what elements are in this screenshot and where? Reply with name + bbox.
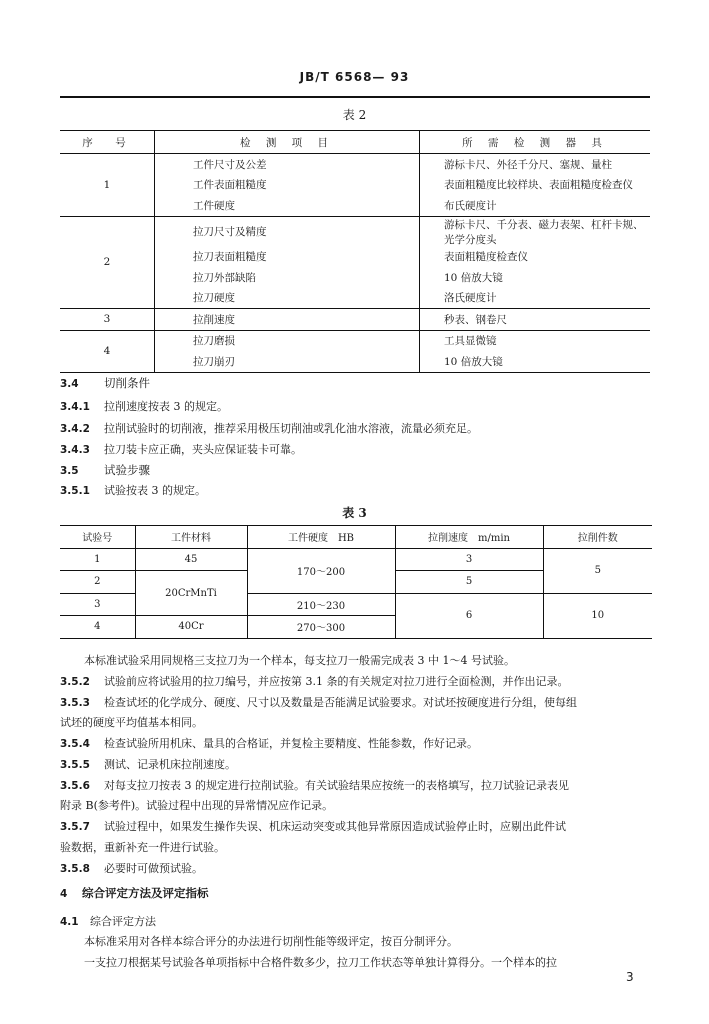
table2-item: 拉刀磨损 bbox=[155, 330, 420, 351]
clause-number: 3.5.7 bbox=[60, 821, 90, 833]
clause-number: 3.4 bbox=[60, 378, 79, 390]
standard-code-header: JB/T 6568— 93 bbox=[299, 70, 410, 84]
clause-3-5-7 bbox=[60, 818, 652, 834]
clause-text: 拉刀装卡应正确，夹头应保证装卡可靠。 bbox=[104, 443, 302, 456]
table3-test-no: 4 bbox=[60, 616, 135, 639]
table3-speed: 5 bbox=[395, 571, 543, 594]
table2-tools: 游标卡尺、外径千分尺、塞规、量柱 bbox=[444, 158, 612, 171]
table3-count: 5 bbox=[543, 548, 652, 593]
table2-tools: 表面粗糙度比较样块、表面粗糙度检查仪 bbox=[444, 179, 633, 192]
table2-item: 工件硬度 bbox=[155, 195, 420, 216]
clause-3-5-3-continued: 试坯的硬度平均值基本相同。 bbox=[60, 716, 203, 729]
clause-3-5-4 bbox=[60, 735, 652, 751]
clause-number: 3.5.2 bbox=[60, 676, 90, 688]
table3-header-speed: 拉削速度 m/min bbox=[395, 526, 543, 549]
clause-3-5-3 bbox=[60, 694, 652, 710]
clause-number: 3.5.3 bbox=[60, 697, 90, 709]
table2-group-no: 3 bbox=[60, 309, 155, 331]
table2-header-item: 检 测 项 目 bbox=[155, 131, 420, 154]
clause-3-5-7-continued: 验数据，重新补充一件进行试验。 bbox=[60, 841, 225, 854]
table3 bbox=[60, 525, 652, 639]
table2-tools: 布氏硬度计 bbox=[444, 199, 497, 212]
page-number: 3 bbox=[626, 970, 634, 984]
table2 bbox=[60, 130, 650, 373]
clause-3-5-5 bbox=[60, 756, 652, 772]
table3-header-hardness: 工件硬度 HB bbox=[247, 526, 395, 549]
section-title: 综合评定方法及评定指标 bbox=[82, 886, 209, 900]
table2-item: 拉刀外部缺陷 bbox=[155, 267, 420, 288]
table-row bbox=[60, 330, 650, 351]
table2-item: 拉削速度 bbox=[155, 309, 420, 331]
clause-number: 3.5.8 bbox=[60, 863, 90, 875]
clause-number: 4.1 bbox=[60, 916, 79, 928]
clause-text: 必要时可做预试验。 bbox=[104, 862, 203, 875]
clause-text: 检查试验所用机床、量具的合格证，并复检主要精度、性能参数，作好记录。 bbox=[104, 737, 478, 750]
clause-text: 拉削速度按表 3 的规定。 bbox=[104, 400, 228, 413]
table2-item: 拉刀表面粗糙度 bbox=[155, 247, 420, 268]
table3-hardness: 210～230 bbox=[247, 593, 395, 616]
clause-text: 试验前应将试验用的拉刀编号，并应按第 3.1 条的有关规定对拉刀进行全面检测，并作出记录。 bbox=[104, 675, 569, 688]
section-3-4-heading bbox=[60, 375, 652, 391]
clause-text: 检查试坯的化学成分、硬度、尺寸以及数量是否能满足试验要求。对试坯按硬度进行分组，使每组 bbox=[104, 696, 577, 709]
clause-title: 切削条件 bbox=[104, 376, 150, 390]
paragraph-sample-note: 本标准试验采用同规格三支拉刀为一个样本，每支拉刀一般需完成表 3 中 1～4 号试验。 bbox=[84, 654, 515, 667]
clause-text: 测试、记录机床拉削速度。 bbox=[104, 758, 236, 771]
table2-item: 拉刀崩刃 bbox=[155, 351, 420, 372]
section-3-5-heading bbox=[60, 462, 652, 478]
table-row bbox=[60, 309, 650, 331]
clause-3-5-2 bbox=[60, 673, 652, 689]
clause-text: 试验过程中，如果发生操作失误、机床运动突变或其他异常原因造成试验停止时，应剔出此件试 bbox=[104, 820, 566, 833]
table2-caption: 表 2 bbox=[342, 108, 367, 122]
table3-hardness: 270～300 bbox=[247, 616, 395, 639]
table2-tools: 工具显微镜 bbox=[420, 330, 651, 351]
clause-3-5-8 bbox=[60, 860, 652, 876]
clause-number: 3.4.1 bbox=[60, 401, 90, 413]
clause-3-5-6-continued: 附录 B(参考件)。试验过程中出现的异常情况应作记录。 bbox=[60, 799, 334, 812]
table2-item: 拉刀硬度 bbox=[155, 288, 420, 309]
table3-test-no: 3 bbox=[60, 593, 135, 616]
table2-tools: 洛氏硬度计 bbox=[444, 292, 497, 305]
table2-tools: 10 倍放大镜 bbox=[444, 271, 503, 284]
table3-count: 10 bbox=[543, 593, 652, 638]
clause-3-4-1 bbox=[60, 398, 652, 414]
table2-tools: 秒表、钢卷尺 bbox=[420, 309, 651, 331]
paragraph-4-1-b: 一支拉刀根据某号试验各单项指标中合格件数多少，拉刀工作状态等单独计算得分。一个样本的拉 bbox=[84, 956, 557, 969]
table3-material: 40Cr bbox=[135, 616, 247, 639]
table3-hardness: 170～200 bbox=[247, 548, 395, 593]
clause-number: 3.5 bbox=[60, 465, 79, 477]
clause-number: 3.5.4 bbox=[60, 738, 90, 750]
table2-tools: 10 倍放大镜 bbox=[420, 351, 651, 372]
header-rule bbox=[60, 96, 650, 98]
table-row bbox=[60, 154, 650, 175]
clause-3-4-3 bbox=[60, 441, 652, 457]
clause-text: 拉削试验时的切削液，推荐采用极压切削油或乳化油水溶液，流量必须充足。 bbox=[104, 422, 478, 435]
table2-group-no: 4 bbox=[60, 330, 155, 372]
table3-header-row bbox=[60, 526, 652, 549]
table2-item: 工件尺寸及公差 bbox=[155, 154, 420, 175]
table3-test-no: 2 bbox=[60, 571, 135, 594]
section-4-1-heading bbox=[60, 913, 652, 929]
table2-group-no: 2 bbox=[60, 216, 155, 309]
table3-header-material: 工件材料 bbox=[135, 526, 247, 549]
clause-text: 试验按表 3 的规定。 bbox=[104, 484, 206, 497]
clause-number: 3.5.1 bbox=[60, 485, 90, 497]
table2-tools: 表面粗糙度检查仪 bbox=[444, 251, 528, 264]
section-4-heading bbox=[60, 885, 652, 901]
clause-title: 试验步骤 bbox=[104, 463, 150, 477]
table-row bbox=[60, 216, 650, 247]
table3-caption: 表 3 bbox=[342, 506, 367, 520]
table3-test-no: 1 bbox=[60, 548, 135, 571]
table2-item: 拉刀尺寸及精度 bbox=[155, 216, 420, 247]
clause-number: 3.5.5 bbox=[60, 759, 90, 771]
table2-header-tools: 所 需 检 测 器 具 bbox=[420, 131, 651, 154]
table3-material: 20CrMnTi bbox=[135, 571, 247, 616]
table2-header-row bbox=[60, 131, 650, 154]
table3-material: 45 bbox=[135, 548, 247, 571]
paragraph-4-1-a: 本标准采用对各样本综合评分的办法进行切削性能等级评定，按百分制评分。 bbox=[84, 935, 458, 948]
clause-text: 对每支拉刀按表 3 的规定进行拉削试验。有关试验结果应按统一的表格填写，拉刀试验记录表见 bbox=[104, 779, 569, 792]
table3-speed: 3 bbox=[395, 548, 543, 571]
clause-3-5-1 bbox=[60, 482, 652, 498]
table3-header-count: 拉削件数 bbox=[543, 526, 652, 549]
table2-tools: 游标卡尺、千分表、磁力表架、杠杆卡规、光学分度头 bbox=[420, 216, 651, 247]
table3-speed: 6 bbox=[395, 593, 543, 638]
table2-item: 工件表面粗糙度 bbox=[155, 175, 420, 196]
clause-number: 3.4.2 bbox=[60, 423, 90, 435]
clause-number: 3.4.3 bbox=[60, 444, 90, 456]
section-number: 4 bbox=[60, 888, 68, 900]
clause-3-5-6 bbox=[60, 777, 652, 793]
clause-title: 综合评定方法 bbox=[90, 915, 156, 928]
table3-header-no: 试验号 bbox=[60, 526, 135, 549]
table2-group-no: 1 bbox=[60, 154, 155, 217]
clause-number: 3.5.6 bbox=[60, 780, 90, 792]
table-row bbox=[60, 548, 652, 571]
table2-header-no: 序 号 bbox=[60, 131, 155, 154]
clause-3-4-2 bbox=[60, 420, 652, 436]
